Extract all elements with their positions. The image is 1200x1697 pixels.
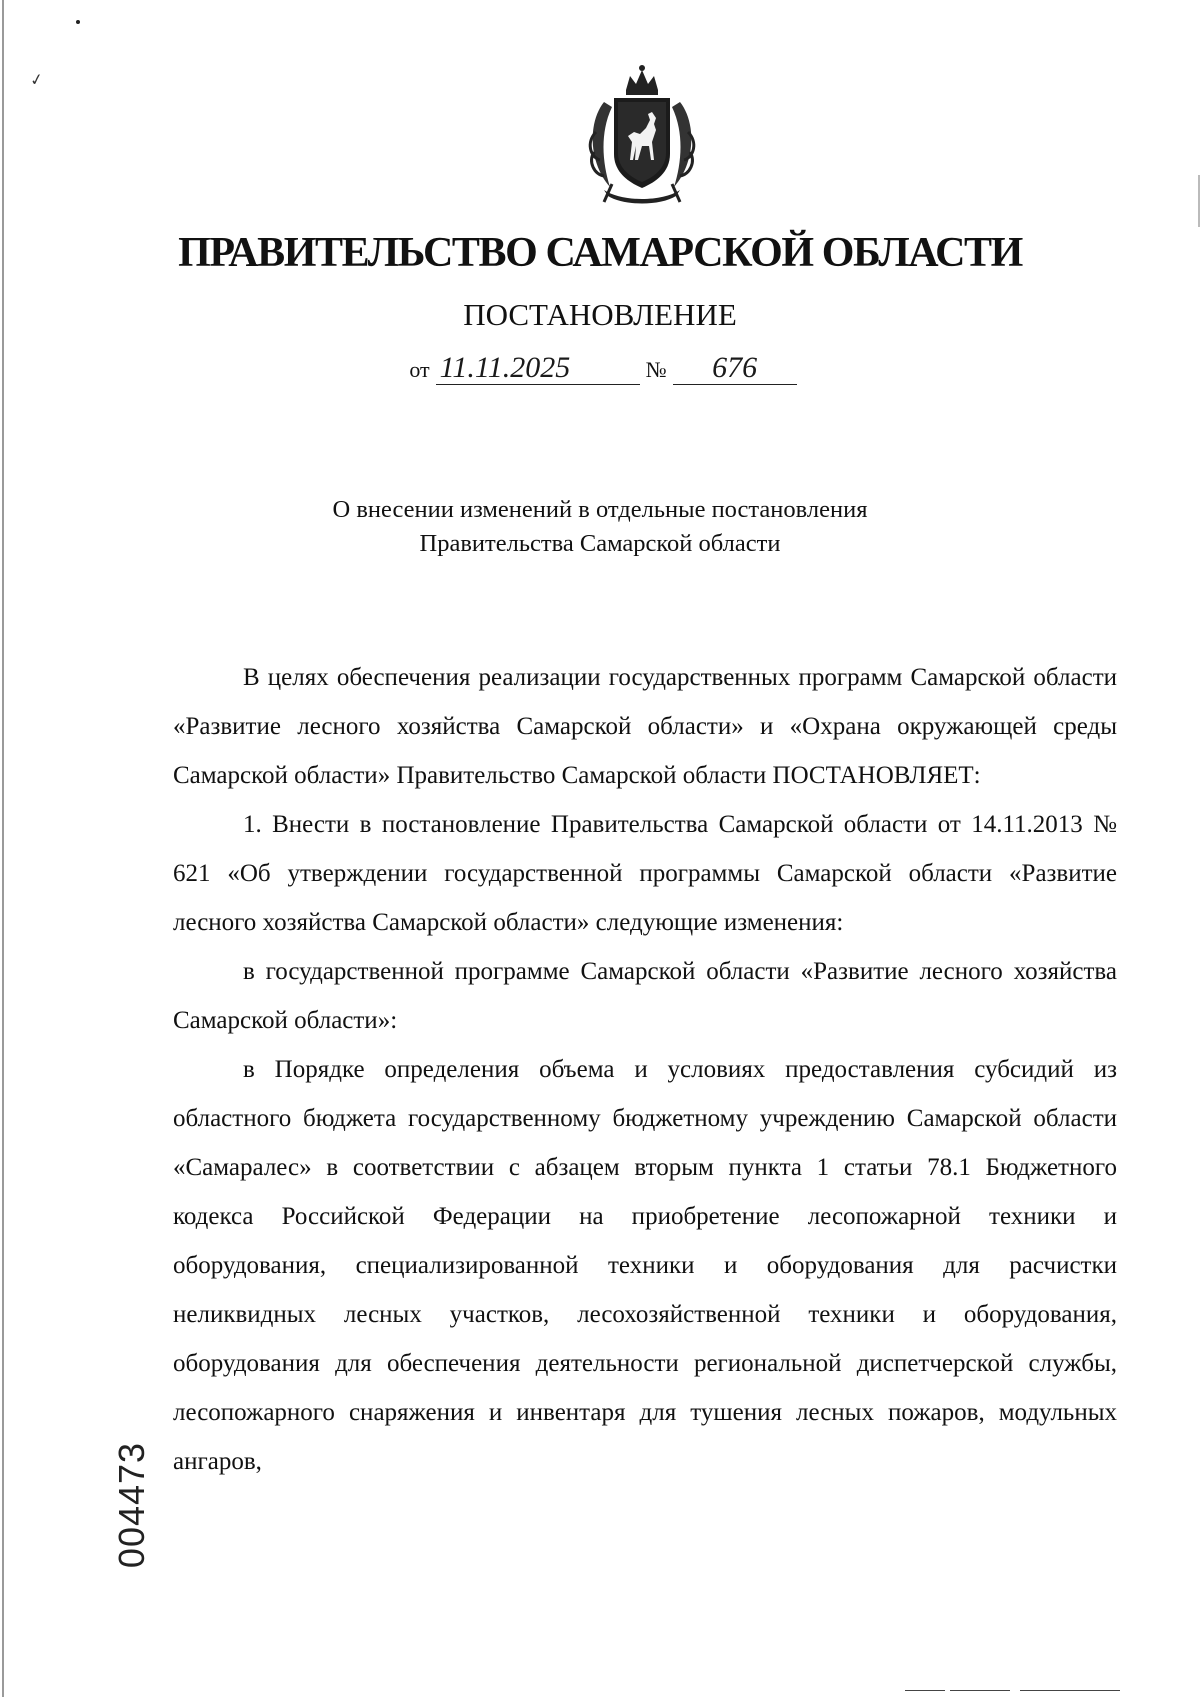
date-number-line <box>0 352 1200 388</box>
subject-line: О внесении изменений в отдельные постановления <box>332 496 868 523</box>
document-body <box>173 653 1117 1486</box>
body-paragraph: 1. Внести в постановление Правительства Самарской области от 14.11.2013 № 621 «Об утверждении государственной программы Самарской области «Развитие лесного хозяйства Самарской области» следующие изменения: <box>173 811 1117 936</box>
registration-number: 004473 <box>111 1441 152 1569</box>
body-paragraph: В целях обеспечения реализации государственных программ Самарской области «Развитие лесного хозяйства Самарской области» и «Охрана окружающей среды Самарской области» Правительство Самарской области ПОСТАНОВЛЯЕТ: <box>173 664 1117 789</box>
bottom-rule <box>905 1690 945 1691</box>
scan-speck <box>76 20 80 24</box>
government-title: ПРАВИТЕЛЬСТВО САМАРСКОЙ ОБЛАСТИ <box>178 230 1022 276</box>
document-subject <box>0 493 1200 561</box>
bottom-rule <box>1020 1690 1120 1691</box>
body-paragraph: в государственной программе Самарской области «Развитие лесного хозяйства Самарской области»: <box>173 958 1117 1034</box>
bottom-rule <box>950 1690 1010 1691</box>
number-label: № <box>645 357 667 382</box>
date-label: от <box>409 357 430 382</box>
document-type: ПОСТАНОВЛЕНИЕ <box>463 297 737 332</box>
handwritten-date: 11.11.2025 <box>436 352 640 385</box>
handwritten-number: 676 <box>673 352 797 385</box>
subject-line: Правительства Самарской области <box>419 530 781 557</box>
samara-coat-of-arms-icon <box>582 62 702 207</box>
check-mark-icon: ✓ <box>28 70 45 91</box>
body-paragraph: в Порядке определения объема и условиях предоставления субсидий из областного бюджета государственному бюджетному учреждению Самарской области «Самаралес» в соответствии с абзацем вторым пункта 1 статьи 78.1 Бюджетного кодекса Российской Федерации на приобретение лесопожарной техники и оборудования, специализированной техники и оборудования для расчистки неликвидных лесных участков, лесохозяйственной техники и оборудования, оборудования для обеспечения деятельности региональной диспетчерской службы, лесопожарного снаряжения и инвентаря для тушения лесных пожаров, модульных ангаров, <box>173 1056 1117 1475</box>
